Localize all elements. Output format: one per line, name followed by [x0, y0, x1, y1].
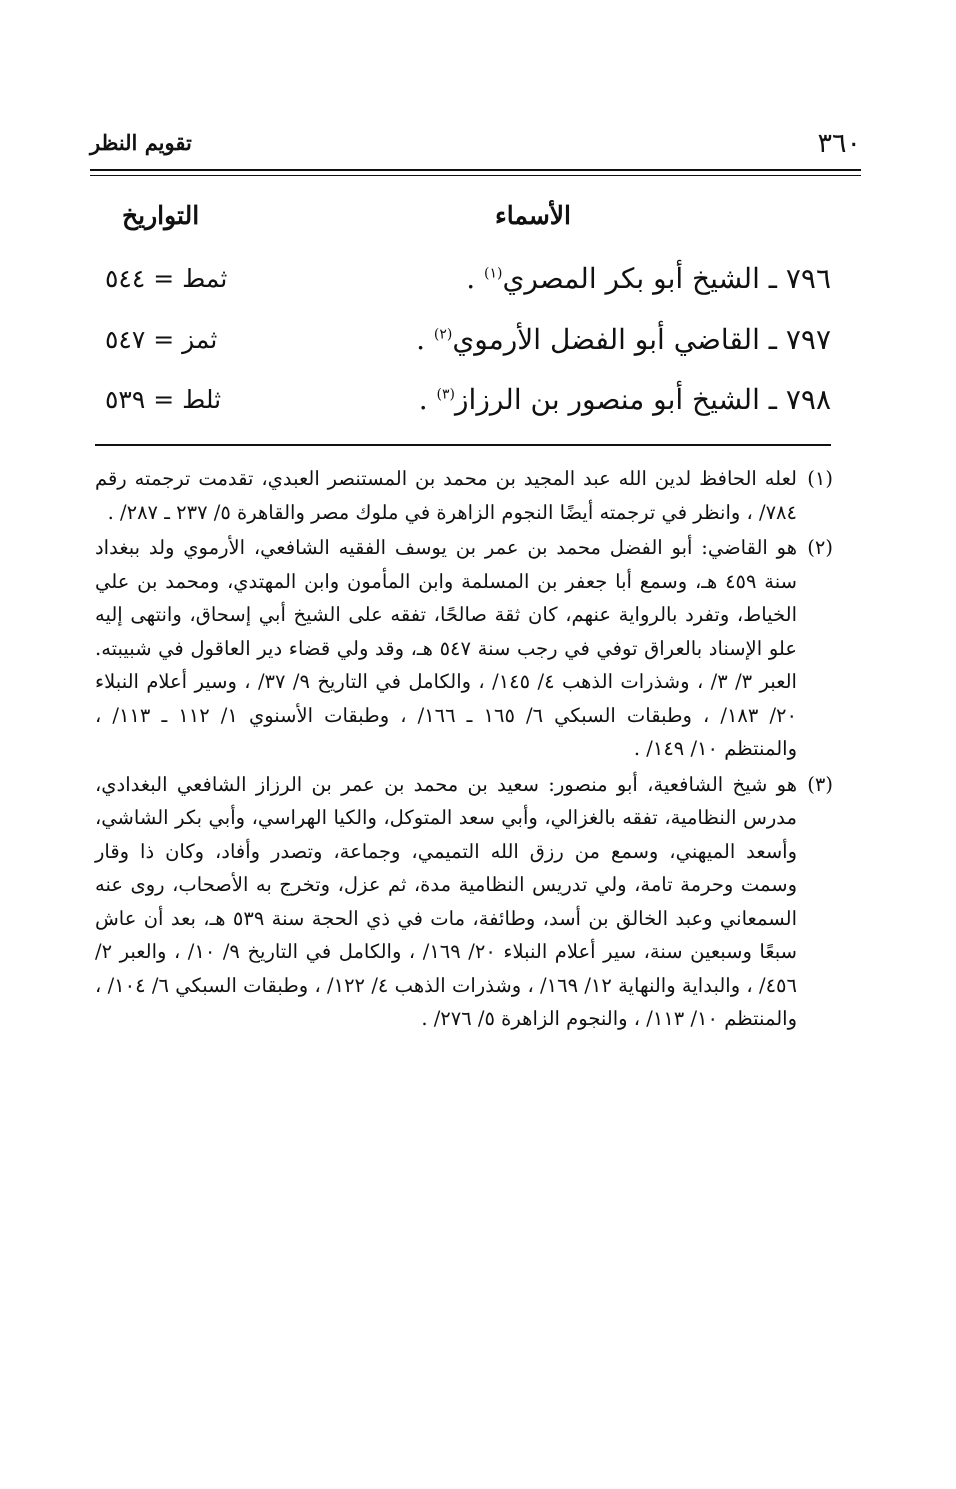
column-heading-dates: التواريخ	[122, 201, 200, 230]
footnote-ref: (٣)	[436, 386, 456, 403]
header-rule-thick	[90, 169, 861, 171]
footnote-text: هو القاضي: أبو الفضل محمد بن عمر بن يوسف الفقيه الشافعي، الأرموي ولد ببغداد سنة ٤٥٩ هـ، وسمع أبا جعفر بن المسلمة وابن المأمون وابن المهتدي، ومحمد بن علي الخياط، وتفرد بالرواية عنهم، كان ثقة صالحًا، تفقه على الشيخ أبي إسحاق، وانتهى إليه علو الإسناد بالعراق توفي في رجب سنة ٥٤٧ هـ، وقد ولي قضاء دير العاقول في شبيبته. العبر ٣/ ٣/ ، وشذرات الذهب ٤/ ١٤٥/ ، والكامل في التاريخ ٩/ ٣٧/ ، وسير أعلام النبلاء ٢٠/ ١٨٣/ ، وطبقات السبكي ٦/ ١٦٥ ـ ١٦٦/ ، وطبقات الأسنوي ١/ ١١٢ ـ ١١٣/ ، والمنتظم ١٠/ ١٤٩/ .	[95, 536, 797, 760]
entry-name: ٧٩٦ ـ الشيخ أبو بكر المصري$^{(١)}$ .	[466, 262, 831, 295]
running-head	[90, 128, 861, 168]
entry-date: ثمز = ٥٤٧	[105, 325, 218, 354]
footnote-ref: (٢)	[433, 326, 453, 343]
table-row	[95, 383, 831, 429]
table-row	[95, 262, 831, 308]
table-row	[95, 323, 831, 369]
header-rule-thin	[90, 175, 861, 176]
page-number: ٣٦٠	[817, 128, 861, 159]
footnote-number: (١)	[807, 467, 833, 490]
footnote-text: هو شيخ الشافعية، أبو منصور: سعيد بن محمد بن عمر بن الرزاز الشافعي البغدادي، مدرس النظامية، تفقه بالغزالي، وأبي سعد المتوكل، والكيا الهراسي، وأبي بكر الشاشي، وأسعد الميهني، وسمع من رزق الله التميمي، وجماعة، وتصدر وأفاد، وكان ذا وقار وسمت وحرمة تامة، ولي تدريس النظامية مدة، ثم عزل، وتخرج به الأصحاب، روى عنه السمعاني وعبد الخالق بن أسد، وطائفة، مات في ذي الحجة سنة ٥٣٩ هـ، بعد أن عاش سبعًا وسبعين سنة، سير أعلام النبلاء ٢٠/ ١٦٩/ ، والكامل في التاريخ ٩/ ١٠/ ، والعبر ٢/ ٤٥٦/ ، والبداية والنهاية ١٢/ ١٦٩/ ، وشذرات الذهب ٤/ ١٢٢/ ، وطبقات السبكي ٦/ ١٠٤/ ، والمنتظم ١٠/ ١١٣/ ، والنجوم الزاهرة ٥/ ٢٧٦/ .	[95, 772, 797, 1030]
footnote-number: (٣)	[807, 772, 833, 796]
footnote-number: (٢)	[807, 536, 833, 559]
column-heading-names: الأسماء	[495, 201, 571, 230]
entry-date: ثمط = ٥٤٤	[105, 264, 228, 293]
book-title: تقويم النظر	[90, 130, 192, 155]
entry-date: ثلط = ٥٣٩	[105, 385, 222, 414]
footnotes	[95, 462, 833, 1036]
entry-name: ٧٩٨ ـ الشيخ أبو منصور بن الرزاز$^{(٣)}$ .	[418, 383, 831, 416]
footnote-ref: (١)	[484, 265, 503, 282]
footnote-rule	[95, 444, 831, 446]
footnote	[95, 768, 833, 1036]
footnote	[95, 531, 833, 766]
footnote-text: لعله الحافظ لدين الله عبد المجيد بن محمد بن المستنصر العبدي، تقدمت ترجمته رقم ٧٨٤/ ، وانظر في ترجمته أيضًا النجوم الزاهرة في ملوك مصر والقاهرة ٥/ ٢٣٧ ـ ٢٨٧/ .	[95, 467, 797, 524]
footnote	[95, 462, 833, 529]
entry-name: ٧٩٧ ـ القاضي أبو الفضل الأرموي$^{(٢)}$ .	[416, 323, 831, 356]
